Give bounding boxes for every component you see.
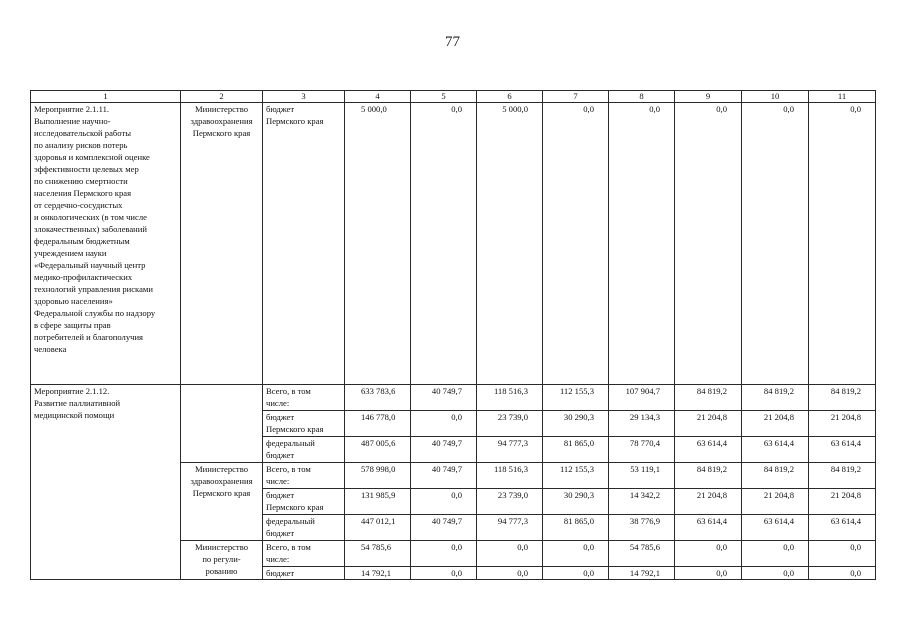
executor-cell-line: рованию [205, 566, 238, 576]
value-cell-col-9: 0,0 [675, 541, 742, 567]
measure-description-line: медицинской помощи [34, 410, 115, 420]
measure-description-line: «Федеральный научный центр [34, 260, 146, 270]
measure-description-line: от сердечно-сосудистых [34, 200, 123, 210]
value-cell-col-7: 81 865,0 [543, 515, 609, 541]
value-cell-col-4: 487 005,6 [345, 437, 411, 463]
funding-source-line: числе: [266, 476, 290, 486]
funding-source-line: Пермского края [266, 424, 324, 434]
value-cell-col-8: 14 342,2 [609, 489, 675, 515]
value-cell-col-8: 38 776,9 [609, 515, 675, 541]
value-cell-col-9: 0,0 [675, 103, 742, 385]
value-cell-col-10: 63 614,4 [742, 515, 809, 541]
value-cell-col-6: 94 777,3 [477, 515, 543, 541]
funding-source [263, 541, 345, 567]
column-header-9: 9 [675, 91, 742, 103]
funding-source [263, 567, 345, 580]
value-cell-col-7: 112 155,3 [543, 463, 609, 489]
funding-source-line: числе: [266, 398, 290, 408]
value-cell-col-11: 84 819,2 [809, 463, 876, 489]
value-cell-col-4: 447 012,1 [345, 515, 411, 541]
value-cell-col-6: 0,0 [477, 541, 543, 567]
column-header-2: 2 [181, 91, 263, 103]
value-cell-col-6: 23 739,0 [477, 489, 543, 515]
value-cell-col-7: 0,0 [543, 567, 609, 580]
measure-description-line: эффективности целевых мер [34, 164, 139, 174]
measure-description-line: Мероприятие 2.1.11. [34, 104, 110, 114]
value-cell-col-10: 63 614,4 [742, 437, 809, 463]
measure-description-line: исследовательской работы [34, 128, 131, 138]
executor-cell [181, 385, 263, 463]
value-cell-col-10: 0,0 [742, 541, 809, 567]
value-cell-col-6: 118 516,3 [477, 385, 543, 411]
value-cell-col-5: 40 749,7 [411, 437, 477, 463]
funding-source [263, 385, 345, 411]
value-cell-col-9: 84 819,2 [675, 463, 742, 489]
funding-source-line: бюджет [266, 528, 295, 538]
measure-description-line: в сфере защиты прав [34, 320, 111, 330]
executor-cell-line: Пермского края [192, 128, 251, 138]
measure-description [31, 385, 181, 580]
value-cell-col-6: 94 777,3 [477, 437, 543, 463]
column-header-8: 8 [609, 91, 675, 103]
measure-description-line: Мероприятие 2.1.12. [34, 386, 110, 396]
measure-description-line: здоровью населения» [34, 296, 113, 306]
value-cell-col-8: 54 785,6 [609, 541, 675, 567]
measure-description-line: потребителей и благополучия [34, 332, 144, 342]
column-header-5: 5 [411, 91, 477, 103]
value-cell-col-11: 0,0 [809, 567, 876, 580]
executor-cell-line: Министерство [195, 104, 248, 114]
measure-description-line: по снижению смертности [34, 176, 128, 186]
measure-description [31, 103, 181, 385]
value-cell-col-6: 118 516,3 [477, 463, 543, 489]
funding-source-line: бюджет [266, 450, 295, 460]
executor-cell [181, 541, 263, 580]
funding-source-line: Всего, в том [266, 386, 311, 396]
executor-cell-line: здравоохранения [190, 116, 253, 126]
value-cell-col-8: 107 904,7 [609, 385, 675, 411]
value-cell-col-7: 30 290,3 [543, 411, 609, 437]
measure-description-line: медико-профилактических [34, 272, 133, 282]
executor-cell-line: по регули- [202, 554, 241, 564]
value-cell-col-5: 0,0 [411, 489, 477, 515]
value-cell-col-10: 84 819,2 [742, 385, 809, 411]
executor-cell-line: Пермского края [192, 488, 251, 498]
funding-source [263, 411, 345, 437]
measure-description-line: населения Пермского края [34, 188, 132, 198]
value-cell-col-4: 14 792,1 [345, 567, 411, 580]
value-cell-col-9: 63 614,4 [675, 515, 742, 541]
value-cell-col-7: 30 290,3 [543, 489, 609, 515]
funding-source-line: бюджет [266, 568, 295, 578]
funding-source [263, 515, 345, 541]
value-cell-col-11: 63 614,4 [809, 437, 876, 463]
value-cell-col-10: 0,0 [742, 103, 809, 385]
executor-cell [181, 463, 263, 541]
column-header-7: 7 [543, 91, 609, 103]
value-cell-col-8: 78 770,4 [609, 437, 675, 463]
value-cell-col-7: 81 865,0 [543, 437, 609, 463]
value-cell-col-6: 5 000,0 [477, 103, 543, 385]
table-row [31, 385, 876, 411]
value-cell-col-11: 0,0 [809, 541, 876, 567]
value-cell-col-5: 0,0 [411, 103, 477, 385]
column-header-10: 10 [742, 91, 809, 103]
value-cell-col-7: 0,0 [543, 541, 609, 567]
funding-source-line: числе: [266, 554, 290, 564]
value-cell-col-11: 21 204,8 [809, 489, 876, 515]
value-cell-col-10: 84 819,2 [742, 463, 809, 489]
funding-source-line: бюджет [266, 412, 295, 422]
measure-description-line: федеральным бюджетным [34, 236, 130, 246]
value-cell-col-7: 112 155,3 [543, 385, 609, 411]
value-cell-col-11: 84 819,2 [809, 385, 876, 411]
funding-source-line: бюджет [266, 104, 295, 114]
value-cell-col-5: 0,0 [411, 411, 477, 437]
value-cell-col-11: 0,0 [809, 103, 876, 385]
value-cell-col-5: 40 749,7 [411, 515, 477, 541]
measure-description-line: злокачественных) заболеваний [34, 224, 147, 234]
executor-cell-line: Министерство [195, 542, 248, 552]
value-cell-col-8: 29 134,3 [609, 411, 675, 437]
column-header-11: 11 [809, 91, 876, 103]
value-cell-col-8: 14 792,1 [609, 567, 675, 580]
measure-description-line: технологий управления рисками [34, 284, 153, 294]
column-header-6: 6 [477, 91, 543, 103]
funding-source-line: федеральный [266, 516, 315, 526]
funding-source [263, 103, 345, 385]
funding-source-line: Всего, в том [266, 542, 311, 552]
measure-description-line: и онкологических (в том числе [34, 212, 147, 222]
value-cell-col-9: 63 614,4 [675, 437, 742, 463]
column-header-3: 3 [263, 91, 345, 103]
measure-description-line: Развитие паллиативной [34, 398, 121, 408]
executor-cell-line: здравоохранения [190, 476, 253, 486]
value-cell-col-4: 633 783,6 [345, 385, 411, 411]
executor-cell-line: Министерство [195, 464, 248, 474]
funding-source-line: федеральный [266, 438, 315, 448]
value-cell-col-5: 0,0 [411, 541, 477, 567]
page-number: 77 [445, 34, 460, 50]
funding-source-line: Пермского края [266, 116, 324, 126]
funding-source [263, 463, 345, 489]
measure-description-line: учреждением науки [34, 248, 107, 258]
funding-source-line: Пермского края [266, 502, 324, 512]
value-cell-col-9: 21 204,8 [675, 489, 742, 515]
table-row [31, 103, 876, 385]
value-cell-col-6: 0,0 [477, 567, 543, 580]
value-cell-col-4: 54 785,6 [345, 541, 411, 567]
budget-table [30, 90, 876, 580]
value-cell-col-5: 40 749,7 [411, 385, 477, 411]
value-cell-col-9: 21 204,8 [675, 411, 742, 437]
value-cell-col-5: 0,0 [411, 567, 477, 580]
value-cell-col-6: 23 739,0 [477, 411, 543, 437]
value-cell-col-10: 21 204,8 [742, 411, 809, 437]
value-cell-col-8: 0,0 [609, 103, 675, 385]
table-header-row [31, 91, 876, 103]
value-cell-col-8: 53 119,1 [609, 463, 675, 489]
value-cell-col-5: 40 749,7 [411, 463, 477, 489]
column-header-4: 4 [345, 91, 411, 103]
value-cell-col-11: 63 614,4 [809, 515, 876, 541]
funding-source [263, 437, 345, 463]
value-cell-col-9: 84 819,2 [675, 385, 742, 411]
executor-cell [181, 103, 263, 385]
value-cell-col-9: 0,0 [675, 567, 742, 580]
measure-description-line: здоровья и комплексной оценке [34, 152, 150, 162]
funding-source [263, 489, 345, 515]
value-cell-col-4: 146 778,0 [345, 411, 411, 437]
funding-source-line: Всего, в том [266, 464, 311, 474]
measure-description-line: человека [34, 344, 67, 354]
value-cell-col-4: 578 998,0 [345, 463, 411, 489]
measure-description-line: Выполнение научно- [34, 116, 111, 126]
column-header-1: 1 [31, 91, 181, 103]
measure-description-line: Федеральной службы по надзору [34, 308, 156, 318]
value-cell-col-4: 5 000,0 [345, 103, 411, 385]
funding-source-line: бюджет [266, 490, 295, 500]
value-cell-col-10: 0,0 [742, 567, 809, 580]
measure-description-line: по анализу рисков потерь [34, 140, 128, 150]
value-cell-col-4: 131 985,9 [345, 489, 411, 515]
value-cell-col-7: 0,0 [543, 103, 609, 385]
value-cell-col-11: 21 204,8 [809, 411, 876, 437]
value-cell-col-10: 21 204,8 [742, 489, 809, 515]
